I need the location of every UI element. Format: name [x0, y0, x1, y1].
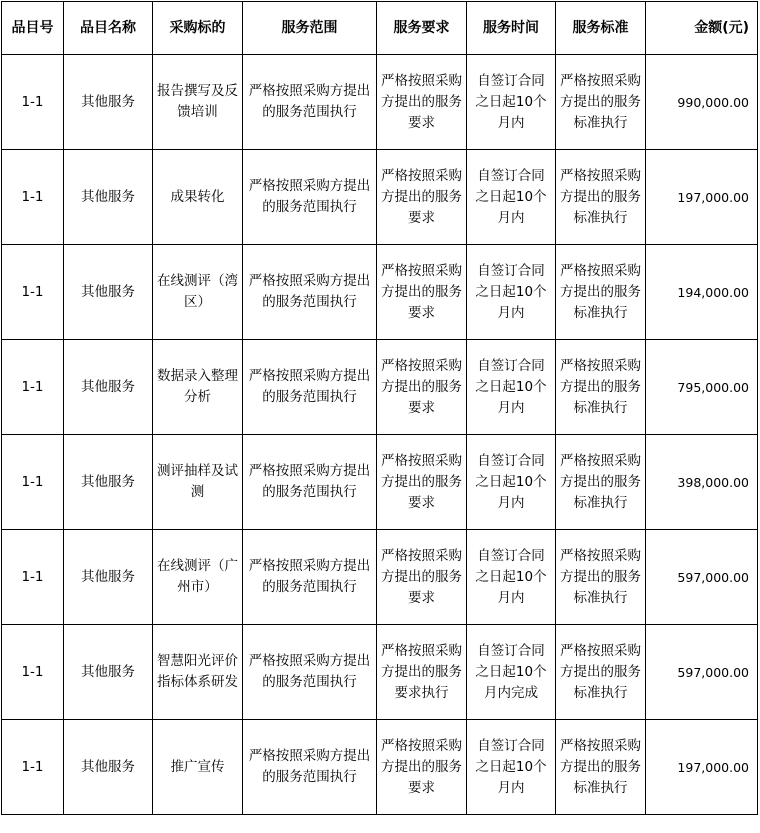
cell-service-requirement: 严格按照采购方提出的服务要求 [377, 150, 467, 245]
cell-item-number: 1-1 [2, 245, 64, 340]
cell-service-requirement: 严格按照采购方提出的服务要求 [377, 340, 467, 435]
cell-service-standard: 严格按照采购方提出的服务标准执行 [556, 340, 646, 435]
cell-procurement-target: 智慧阳光评价指标体系研发 [153, 625, 243, 720]
cell-item-name: 其他服务 [64, 720, 153, 815]
header-item-number: 品目号 [2, 2, 64, 55]
cell-item-number: 1-1 [2, 55, 64, 150]
cell-service-time: 自签订合同之日起10个月内完成 [467, 625, 556, 720]
cell-service-scope: 严格按照采购方提出的服务范围执行 [243, 625, 377, 720]
header-amount: 金额(元) [646, 2, 758, 55]
table-row [2, 720, 758, 815]
cell-service-requirement: 严格按照采购方提出的服务要求 [377, 530, 467, 625]
cell-service-scope: 严格按照采购方提出的服务范围执行 [243, 55, 377, 150]
cell-service-standard: 严格按照采购方提出的服务标准执行 [556, 55, 646, 150]
cell-service-time: 自签订合同之日起10个月内 [467, 435, 556, 530]
cell-item-name: 其他服务 [64, 530, 153, 625]
cell-service-scope: 严格按照采购方提出的服务范围执行 [243, 150, 377, 245]
cell-procurement-target: 在线测评（广州市） [153, 530, 243, 625]
cell-item-name: 其他服务 [64, 340, 153, 435]
cell-service-time: 自签订合同之日起10个月内 [467, 55, 556, 150]
cell-amount: 990,000.00 [646, 55, 758, 150]
cell-service-scope: 严格按照采购方提出的服务范围执行 [243, 340, 377, 435]
cell-service-requirement: 严格按照采购方提出的服务要求 [377, 435, 467, 530]
cell-service-time: 自签订合同之日起10个月内 [467, 720, 556, 815]
cell-item-number: 1-1 [2, 435, 64, 530]
cell-item-name: 其他服务 [64, 625, 153, 720]
cell-service-scope: 严格按照采购方提出的服务范围执行 [243, 530, 377, 625]
cell-service-time: 自签订合同之日起10个月内 [467, 340, 556, 435]
cell-item-number: 1-1 [2, 720, 64, 815]
cell-item-name: 其他服务 [64, 435, 153, 530]
cell-service-requirement: 严格按照采购方提出的服务要求 [377, 55, 467, 150]
cell-item-name: 其他服务 [64, 55, 153, 150]
cell-procurement-target: 数据录入整理分析 [153, 340, 243, 435]
cell-amount: 597,000.00 [646, 625, 758, 720]
cell-item-number: 1-1 [2, 340, 64, 435]
table-row [2, 625, 758, 720]
header-service-scope: 服务范围 [243, 2, 377, 55]
cell-procurement-target: 报告撰写及反馈培训 [153, 55, 243, 150]
cell-item-name: 其他服务 [64, 150, 153, 245]
header-service-time: 服务时间 [467, 2, 556, 55]
cell-item-name: 其他服务 [64, 245, 153, 340]
cell-service-scope: 严格按照采购方提出的服务范围执行 [243, 245, 377, 340]
header-item-name: 品目名称 [64, 2, 153, 55]
cell-service-standard: 严格按照采购方提出的服务标准执行 [556, 720, 646, 815]
table-row [2, 340, 758, 435]
cell-service-standard: 严格按照采购方提出的服务标准执行 [556, 625, 646, 720]
cell-service-time: 自签订合同之日起10个月内 [467, 245, 556, 340]
cell-service-requirement: 严格按照采购方提出的服务要求 [377, 245, 467, 340]
cell-service-scope: 严格按照采购方提出的服务范围执行 [243, 435, 377, 530]
cell-amount: 197,000.00 [646, 720, 758, 815]
cell-amount: 795,000.00 [646, 340, 758, 435]
cell-amount: 197,000.00 [646, 150, 758, 245]
cell-service-standard: 严格按照采购方提出的服务标准执行 [556, 245, 646, 340]
cell-amount: 597,000.00 [646, 530, 758, 625]
table-row [2, 150, 758, 245]
cell-procurement-target: 推广宣传 [153, 720, 243, 815]
cell-service-standard: 严格按照采购方提出的服务标准执行 [556, 435, 646, 530]
cell-item-number: 1-1 [2, 150, 64, 245]
cell-service-standard: 严格按照采购方提出的服务标准执行 [556, 150, 646, 245]
table-row [2, 245, 758, 340]
cell-amount: 398,000.00 [646, 435, 758, 530]
cell-service-time: 自签订合同之日起10个月内 [467, 150, 556, 245]
cell-service-requirement: 严格按照采购方提出的服务要求 [377, 720, 467, 815]
table-row [2, 435, 758, 530]
cell-service-standard: 严格按照采购方提出的服务标准执行 [556, 530, 646, 625]
cell-item-number: 1-1 [2, 530, 64, 625]
header-row [2, 2, 758, 55]
cell-procurement-target: 成果转化 [153, 150, 243, 245]
cell-procurement-target: 测评抽样及试测 [153, 435, 243, 530]
cell-service-requirement: 严格按照采购方提出的服务要求执行 [377, 625, 467, 720]
header-service-standard: 服务标准 [556, 2, 646, 55]
procurement-table [1, 1, 758, 815]
cell-service-time: 自签订合同之日起10个月内 [467, 530, 556, 625]
cell-item-number: 1-1 [2, 625, 64, 720]
cell-service-scope: 严格按照采购方提出的服务范围执行 [243, 720, 377, 815]
header-procurement-target: 采购标的 [153, 2, 243, 55]
table-row [2, 55, 758, 150]
cell-procurement-target: 在线测评（湾区） [153, 245, 243, 340]
header-service-requirement: 服务要求 [377, 2, 467, 55]
table-row [2, 530, 758, 625]
cell-amount: 194,000.00 [646, 245, 758, 340]
